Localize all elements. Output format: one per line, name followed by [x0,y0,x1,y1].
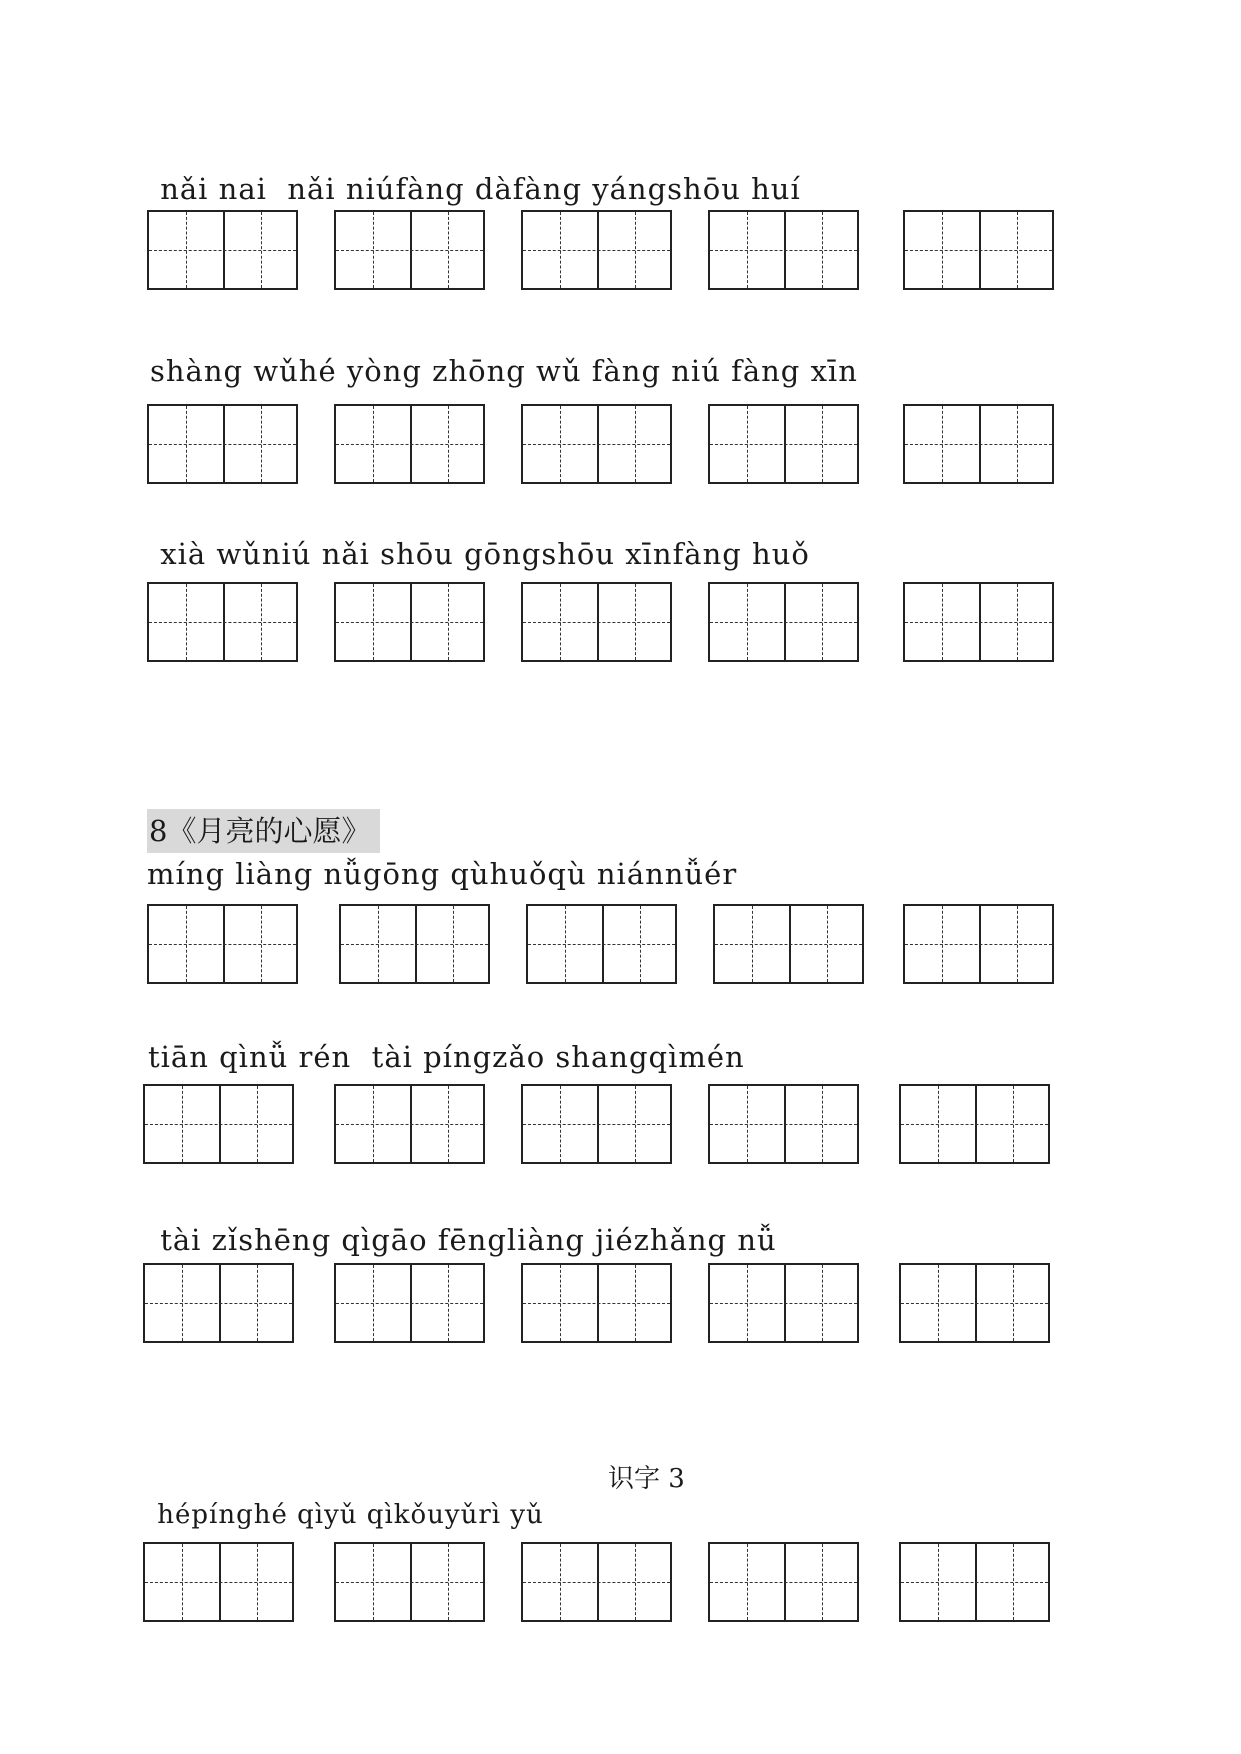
character-writing-box [708,1084,859,1164]
dashed-guide-horizontal [149,444,296,445]
dashed-guide-vertical [747,406,748,482]
dashed-guide-vertical [186,406,187,482]
character-writing-box [526,904,677,984]
character-writing-box [708,404,859,484]
dashed-guide-vertical [1013,1544,1014,1620]
character-writing-box [334,1263,485,1343]
dashed-guide-horizontal [341,944,488,945]
character-writing-box [521,404,672,484]
dashed-guide-vertical [822,1544,823,1620]
character-writing-box [143,1084,294,1164]
dashed-guide-vertical [565,906,566,982]
character-writing-box [147,904,298,984]
dashed-guide-vertical [938,1544,939,1620]
dashed-guide-vertical [261,406,262,482]
dashed-guide-vertical [942,212,943,288]
dashed-guide-horizontal [901,1582,1048,1583]
dashed-guide-horizontal [905,944,1052,945]
dashed-guide-horizontal [710,444,857,445]
character-writing-box [521,1542,672,1622]
dashed-guide-vertical [635,212,636,288]
dashed-guide-vertical [1013,1265,1014,1341]
dashed-guide-vertical [448,406,449,482]
character-writing-box [521,582,672,662]
character-writing-box [708,1542,859,1622]
character-writing-box [899,1084,1050,1164]
dashed-guide-vertical [448,1544,449,1620]
dashed-guide-vertical [448,584,449,660]
character-writing-box [143,1542,294,1622]
writing-grid-row-5 [0,1084,1241,1166]
dashed-guide-vertical [1017,906,1018,982]
dashed-guide-vertical [822,1265,823,1341]
dashed-guide-vertical [186,906,187,982]
character-writing-box [903,582,1054,662]
dashed-guide-horizontal [523,250,670,251]
character-writing-box [521,1084,672,1164]
dashed-guide-vertical [1017,584,1018,660]
dashed-guide-vertical [747,212,748,288]
dashed-guide-vertical [186,584,187,660]
writing-grid-row-7 [0,1542,1241,1624]
dashed-guide-vertical [448,212,449,288]
dashed-guide-vertical [560,406,561,482]
pinyin-row-4: míng liàng nǚgōng qùhuǒqù niánnǚér [147,857,738,891]
dashed-guide-horizontal [336,250,483,251]
dashed-guide-vertical [747,1544,748,1620]
dashed-guide-vertical [747,1086,748,1162]
pinyin-row-6: tài zǐshēng qìgāo fēngliàng jiézhǎng nǚ [150,1223,777,1257]
character-writing-box [339,904,490,984]
character-writing-box [521,210,672,290]
dashed-guide-horizontal [336,444,483,445]
dashed-guide-vertical [448,1086,449,1162]
dashed-guide-vertical [635,406,636,482]
dashed-guide-vertical [373,584,374,660]
dashed-guide-horizontal [905,444,1052,445]
dashed-guide-horizontal [523,1303,670,1304]
dashed-guide-horizontal [905,250,1052,251]
dashed-guide-vertical [822,406,823,482]
dashed-guide-vertical [257,1265,258,1341]
dashed-guide-vertical [1017,212,1018,288]
dashed-guide-vertical [261,906,262,982]
dashed-guide-vertical [1017,406,1018,482]
dashed-guide-vertical [752,906,753,982]
writing-grid-row-2 [0,404,1241,486]
dashed-guide-horizontal [523,444,670,445]
character-writing-box [903,210,1054,290]
dashed-guide-vertical [261,584,262,660]
character-writing-box [334,210,485,290]
dashed-guide-horizontal [149,944,296,945]
dashed-guide-vertical [373,1544,374,1620]
dashed-guide-vertical [560,212,561,288]
dashed-guide-vertical [257,1086,258,1162]
section-title: 识字 3 [608,1464,685,1494]
dashed-guide-vertical [186,212,187,288]
writing-grid-row-6 [0,1263,1241,1345]
dashed-guide-vertical [560,1544,561,1620]
dashed-guide-vertical [747,584,748,660]
dashed-guide-horizontal [336,622,483,623]
dashed-guide-vertical [448,1265,449,1341]
character-writing-box [334,404,485,484]
dashed-guide-vertical [942,906,943,982]
dashed-guide-vertical [182,1544,183,1620]
character-writing-box [713,904,864,984]
dashed-guide-vertical [257,1544,258,1620]
dashed-guide-vertical [822,584,823,660]
pinyin-row-7: hépínghé qìyǔ qìkǒuyǔrì yǔ [148,1500,544,1530]
dashed-guide-vertical [822,212,823,288]
dashed-guide-vertical [635,1544,636,1620]
dashed-guide-vertical [373,1086,374,1162]
dashed-guide-horizontal [710,1303,857,1304]
dashed-guide-vertical [938,1265,939,1341]
dashed-guide-horizontal [905,622,1052,623]
dashed-guide-horizontal [901,1303,1048,1304]
pinyin-row-5: tiān qìnǚ rén tài píngzǎo shangqìmén [148,1040,745,1074]
dashed-guide-vertical [373,1265,374,1341]
dashed-guide-vertical [373,212,374,288]
dashed-guide-vertical [942,406,943,482]
character-writing-box [147,210,298,290]
dashed-guide-horizontal [710,1582,857,1583]
lesson-title: 8《月亮的心愿》 [147,809,380,853]
dashed-guide-horizontal [336,1303,483,1304]
character-writing-box [899,1542,1050,1622]
dashed-guide-horizontal [710,1124,857,1125]
character-writing-box [903,404,1054,484]
character-writing-box [708,582,859,662]
dashed-guide-vertical [261,212,262,288]
dashed-guide-vertical [635,584,636,660]
dashed-guide-horizontal [901,1124,1048,1125]
character-writing-box [334,1084,485,1164]
dashed-guide-vertical [1013,1086,1014,1162]
writing-grid-row-3 [0,582,1241,664]
dashed-guide-horizontal [145,1303,292,1304]
character-writing-box [708,1263,859,1343]
dashed-guide-vertical [942,584,943,660]
dashed-guide-horizontal [145,1124,292,1125]
character-writing-box [143,1263,294,1343]
dashed-guide-vertical [640,906,641,982]
dashed-guide-vertical [453,906,454,982]
character-writing-box [147,582,298,662]
dashed-guide-vertical [635,1086,636,1162]
dashed-guide-vertical [827,906,828,982]
dashed-guide-horizontal [145,1582,292,1583]
dashed-guide-vertical [560,1086,561,1162]
character-writing-box [708,210,859,290]
character-writing-box [899,1263,1050,1343]
dashed-guide-vertical [378,906,379,982]
character-writing-box [521,1263,672,1343]
dashed-guide-vertical [822,1086,823,1162]
writing-grid-row-4 [0,904,1241,986]
pinyin-row-3: xià wǔniú nǎi shōu gōngshōu xīnfàng huǒ [150,537,810,571]
dashed-guide-vertical [182,1086,183,1162]
pinyin-row-1: nǎi nai nǎi niúfàng dàfàng yángshōu huí [150,172,801,206]
character-writing-box [334,582,485,662]
dashed-guide-vertical [373,406,374,482]
writing-grid-row-1 [0,210,1241,292]
dashed-guide-vertical [938,1086,939,1162]
dashed-guide-vertical [182,1265,183,1341]
dashed-guide-vertical [560,584,561,660]
dashed-guide-horizontal [710,622,857,623]
dashed-guide-vertical [560,1265,561,1341]
dashed-guide-horizontal [523,622,670,623]
dashed-guide-horizontal [336,1124,483,1125]
dashed-guide-horizontal [715,944,862,945]
pinyin-row-2: shàng wǔhé yòng zhōng wǔ fàng niú fàng xīn [150,354,858,388]
dashed-guide-horizontal [523,1582,670,1583]
dashed-guide-vertical [635,1265,636,1341]
dashed-guide-horizontal [336,1582,483,1583]
dashed-guide-horizontal [523,1124,670,1125]
dashed-guide-horizontal [710,250,857,251]
dashed-guide-vertical [747,1265,748,1341]
dashed-guide-horizontal [149,622,296,623]
dashed-guide-horizontal [528,944,675,945]
character-writing-box [147,404,298,484]
dashed-guide-horizontal [149,250,296,251]
character-writing-box [334,1542,485,1622]
character-writing-box [903,904,1054,984]
